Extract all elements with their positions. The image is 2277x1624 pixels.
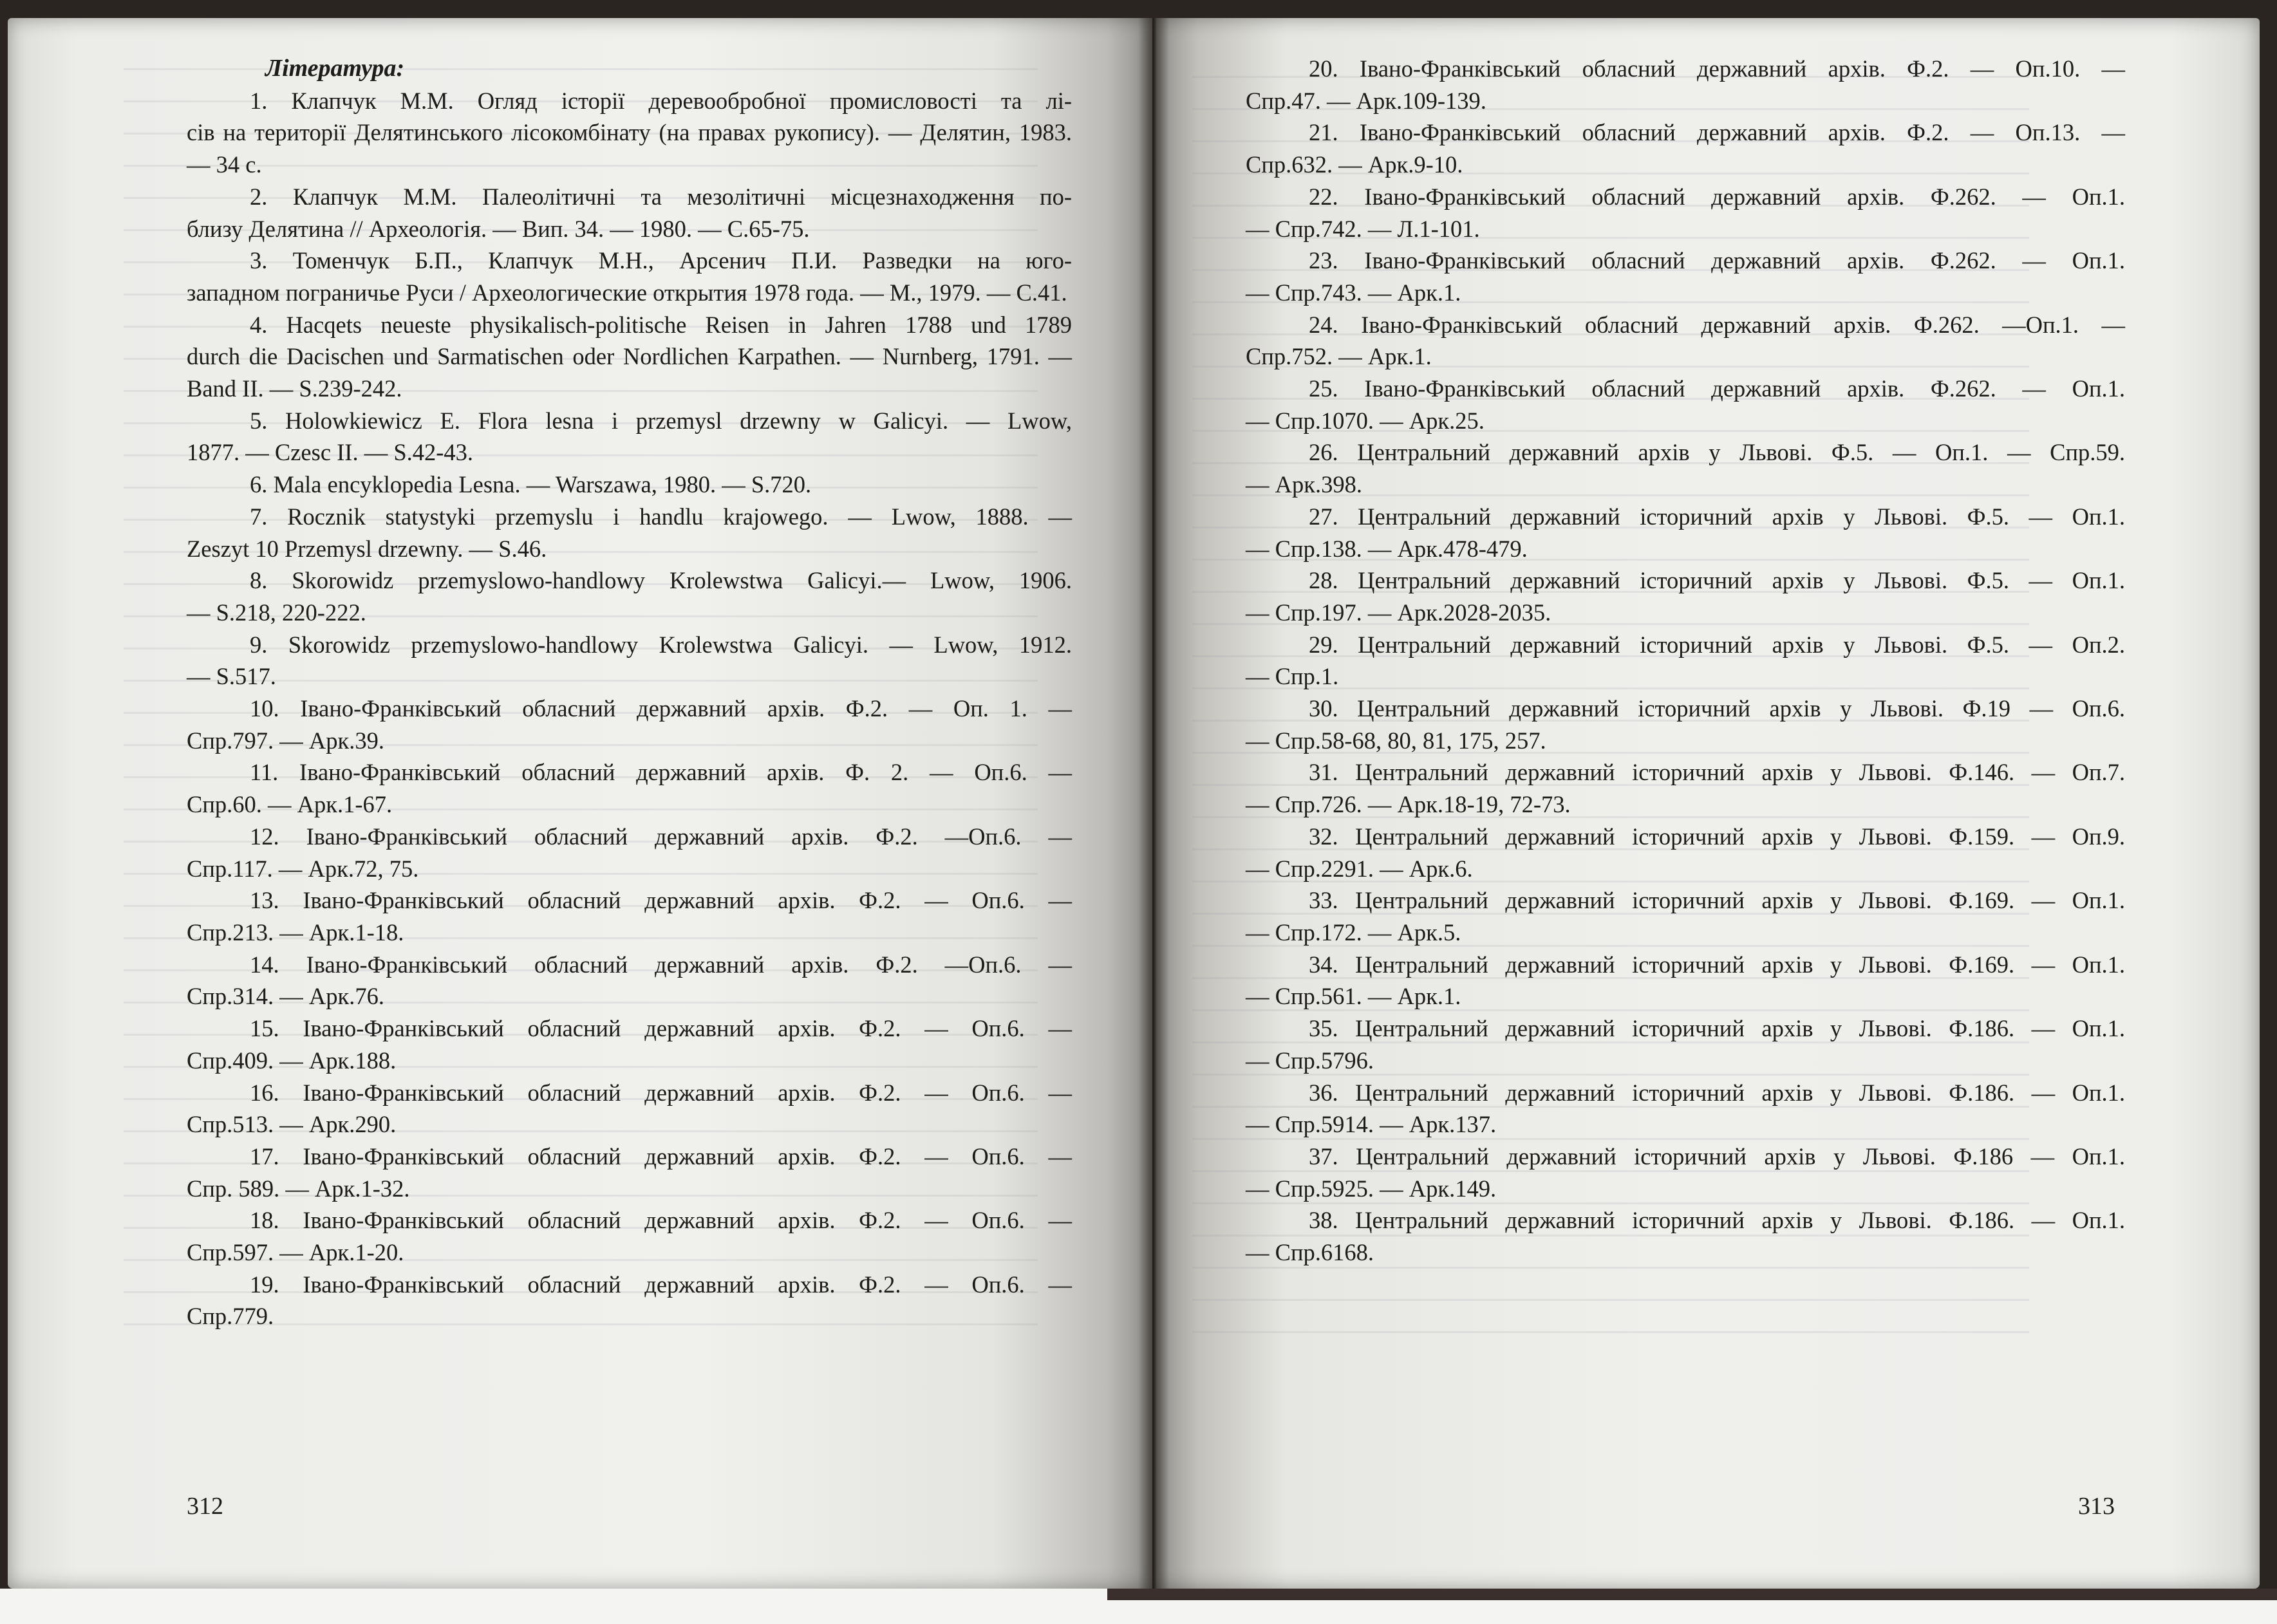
reference-first-line: 24. Івано-Франківський обласний державний архів. Ф.262. —Оп.1. — <box>1309 311 2125 338</box>
reference-entry <box>1246 565 2125 628</box>
reference-continuation: Спр.632. — Арк.9-10. <box>1246 151 1463 178</box>
reference-entry <box>1246 117 2125 180</box>
reference-first-line: 37. Центральний державний історичний архів у Львові. Ф.186 — Оп.1. <box>1309 1143 2125 1170</box>
reference-continuation: — Спр.726. — Арк.18-19, 72-73. <box>1246 791 1571 818</box>
reference-first-line: 9. Skorowidz przemyslowo-handlowy Krolewstwa Galicyi. — Lwow, 1912. <box>250 631 1072 658</box>
reference-first-line: 5. Holowkiewicz E. Flora lesna i przemysl drzewny w Galicyi. — Lwow, <box>250 407 1072 434</box>
reference-first-line: 34. Центральний державний історичний архів у Львові. Ф.169. — Оп.1. <box>1309 951 2125 978</box>
reference-continuation: — Спр.742. — Л.1-101. <box>1246 215 1480 242</box>
reference-entry <box>1246 821 2125 884</box>
reference-first-line: 12. Івано-Франківський обласний державний архів. Ф.2. —Оп.6. — <box>250 823 1072 850</box>
reference-first-line: 36. Центральний державний історичний архів у Львові. Ф.186. — Оп.1. <box>1309 1079 2125 1106</box>
reference-entry <box>187 309 1072 405</box>
reference-entry <box>187 405 1072 469</box>
reference-continuation: — S.218, 220-222. <box>187 599 366 626</box>
reference-continuation: Спр.47. — Арк.109-139. <box>1246 87 1486 114</box>
reference-first-line: 30. Центральний державний історичний архів у Львові. Ф.19 — Оп.6. <box>1309 695 2125 722</box>
reference-entry <box>187 1077 1072 1141</box>
reference-first-line: 18. Івано-Франківський обласний державний архів. Ф.2. — Оп.6. — <box>250 1207 1072 1234</box>
reference-entry <box>1246 756 2125 820</box>
reference-entry <box>187 1204 1072 1268</box>
show-through-line <box>1192 1331 2029 1333</box>
reference-first-line: 20. Івано-Франківський обласний державний архів. Ф.2. — Оп.10. — <box>1309 55 2125 82</box>
show-through-line <box>1192 1299 2029 1301</box>
reference-continuation: durch die Dacischen und Sarmatischen oder Nordlichen Karpathen. — Nurnberg, 1791. — Band II. — S.239-242. <box>187 343 1072 402</box>
reference-entry <box>1246 309 2125 373</box>
reference-entry <box>187 501 1072 565</box>
reference-entry <box>187 693 1072 756</box>
reference-continuation: 1877. — Czesc II. — S.42-43. <box>187 439 474 466</box>
reference-continuation: Спр.60. — Арк.1-67. <box>187 791 393 818</box>
reference-entry <box>1246 629 2125 693</box>
reference-entry <box>187 1013 1072 1076</box>
reference-entry <box>187 245 1072 308</box>
reference-continuation: Спр.409. — Арк.188. <box>187 1047 397 1074</box>
reference-first-line: 8. Skorowidz przemyslowo-handlowy Krolewstwa Galicyi.— Lwow, 1906. <box>250 567 1072 594</box>
scan-background <box>0 1589 2277 1624</box>
reference-first-line: 6. Mala encyklopedia Lesna. — Warszawa, 1980. — S.720. <box>250 471 812 498</box>
reference-first-line: 28. Центральний державний історичний архів у Львові. Ф.5. — Оп.1. <box>1309 567 2125 594</box>
reference-continuation: Спр.314. — Арк.76. <box>187 983 384 1010</box>
reference-first-line: 7. Rocznik statystyki przemyslu i handlu krajowego. — Lwow, 1888. — <box>250 503 1072 530</box>
reference-entry <box>1246 436 2125 500</box>
reference-first-line: 17. Івано-Франківський обласний державний архів. Ф.2. — Оп.6. — <box>250 1143 1072 1170</box>
reference-first-line: 3. Томенчук Б.П., Клапчук М.Н., Арсенич П.И. Разведки на юго- <box>250 247 1072 274</box>
reference-entry <box>187 1141 1072 1204</box>
reference-entry <box>187 181 1072 245</box>
reference-continuation: — Спр.5796. <box>1246 1047 1374 1074</box>
reference-first-line: 4. Hacqets neueste physikalisch-politische Reisen in Jahren 1788 und 1789 <box>250 311 1072 338</box>
reference-entry <box>1246 949 2125 1013</box>
reference-entry <box>187 821 1072 884</box>
reference-continuation: — Спр.6168. <box>1246 1239 1374 1266</box>
reference-first-line: 10. Івано-Франківський обласний державний архів. Ф.2. — Оп. 1. — <box>250 695 1072 722</box>
reference-continuation: западном пограничье Руси / Археологические открытия 1978 года. — М., 1979. — С.41. <box>187 279 1067 306</box>
reference-entry <box>1246 53 2125 117</box>
reference-first-line: 25. Івано-Франківський обласний державний архів. Ф.262. — Оп.1. <box>1309 375 2125 402</box>
reference-first-line: 38. Центральний державний історичний архів у Львові. Ф.186. — Оп.1. <box>1309 1207 2125 1234</box>
reference-first-line: 32. Центральний державний історичний архів у Львові. Ф.159. — Оп.9. <box>1309 823 2125 850</box>
reference-continuation: — Спр.2291. — Арк.6. <box>1246 855 1473 882</box>
left-column <box>187 53 1072 1332</box>
reference-continuation: близу Делятина // Археологія. — Вип. 34. — 1980. — С.65-75. <box>187 215 810 242</box>
reference-first-line: 33. Центральний державний історичний архів у Львові. Ф.169. — Оп.1. <box>1309 887 2125 914</box>
reference-first-line: 29. Центральний державний історичний архів у Львові. Ф.5. — Оп.2. <box>1309 631 2125 658</box>
reference-first-line: 16. Івано-Франківський обласний державний архів. Ф.2. — Оп.6. — <box>250 1079 1072 1106</box>
reference-first-line: 21. Івано-Франківський обласний державний архів. Ф.2. — Оп.13. — <box>1309 119 2125 146</box>
reference-entry <box>1246 501 2125 565</box>
reference-entry <box>1246 1013 2125 1076</box>
reference-continuation: — Спр.5914. — Арк.137. <box>1246 1111 1497 1138</box>
reference-continuation: — Спр.197. — Арк.2028-2035. <box>1246 599 1551 626</box>
page-number-right: 313 <box>2078 1493 2115 1520</box>
reference-continuation: Спр.213. — Арк.1-18. <box>187 919 404 946</box>
reference-entry <box>187 565 1072 628</box>
right-column <box>1246 53 2125 1269</box>
reference-first-line: 11. Івано-Франківський обласний державний архів. Ф. 2. — Оп.6. — <box>250 759 1072 786</box>
reference-entry <box>187 85 1072 181</box>
reference-continuation: Спр.752. — Арк.1. <box>1246 343 1432 370</box>
reference-continuation: — Спр.172. — Арк.5. <box>1246 919 1461 946</box>
reference-list-right <box>1246 53 2125 1269</box>
reference-first-line: 14. Івано-Франківський обласний державний архів. Ф.2. —Оп.6. — <box>250 951 1072 978</box>
reference-continuation: — Спр.1. <box>1246 663 1339 690</box>
reference-entry <box>187 884 1072 948</box>
reference-continuation: Спр.797. — Арк.39. <box>187 727 384 754</box>
reference-first-line: 27. Центральний державний історичний архів у Львові. Ф.5. — Оп.1. <box>1309 503 2125 530</box>
reference-continuation: Спр.597. — Арк.1-20. <box>187 1239 404 1266</box>
reference-entry <box>1246 245 2125 308</box>
reference-entry <box>1246 373 2125 436</box>
reference-continuation: сів на території Делятинського лісокомбінату (на правах рукопису). — Делятин, 1983. — 34 с. <box>187 119 1072 178</box>
reference-first-line: 23. Івано-Франківський обласний державний архів. Ф.262. — Оп.1. <box>1309 247 2125 274</box>
reference-entry <box>1246 884 2125 948</box>
reference-continuation: — Спр.5925. — Арк.149. <box>1246 1175 1497 1202</box>
reference-first-line: 26. Центральний державний архів у Львові. Ф.5. — Оп.1. — Спр.59. <box>1309 439 2125 466</box>
reference-entry <box>1246 1077 2125 1141</box>
reference-entry <box>1246 181 2125 245</box>
reference-list-left <box>187 85 1072 1332</box>
reference-entry <box>1246 1141 2125 1204</box>
reference-first-line: 15. Івано-Франківський обласний державний архів. Ф.2. — Оп.6. — <box>250 1015 1072 1042</box>
reference-continuation: — Спр.561. — Арк.1. <box>1246 983 1461 1010</box>
reference-entry <box>187 469 1072 501</box>
reference-entry <box>187 1269 1072 1332</box>
reference-continuation: Спр.117. — Арк.72, 75. <box>187 855 419 882</box>
book-gutter <box>1138 18 1169 1589</box>
reference-continuation: Спр. 589. — Арк.1-32. <box>187 1175 410 1202</box>
reference-first-line: 13. Івано-Франківський обласний державний архів. Ф.2. — Оп.6. — <box>250 887 1072 914</box>
reference-continuation: — Арк.398. <box>1246 471 1362 498</box>
reference-first-line: 31. Центральний державний історичний архів у Львові. Ф.146. — Оп.7. <box>1309 759 2125 786</box>
reference-entry <box>187 756 1072 820</box>
reference-entry <box>187 629 1072 693</box>
reference-first-line: 2. Клапчук М.М. Палеолітичні та мезолітичні місцезнаходження по- <box>250 183 1072 210</box>
reference-entry <box>187 949 1072 1013</box>
reference-entry <box>1246 1204 2125 1268</box>
page-number-left: 312 <box>187 1493 223 1520</box>
literature-heading: Література: <box>265 55 405 82</box>
reference-continuation: — Спр.58-68, 80, 81, 175, 257. <box>1246 727 1546 754</box>
reference-continuation: Спр.513. — Арк.290. <box>187 1111 397 1138</box>
reference-first-line: 22. Івано-Франківський обласний державний архів. Ф.262. — Оп.1. <box>1309 183 2125 210</box>
reference-first-line: 1. Клапчук М.М. Огляд історії деревообробної промисловості та лі- <box>250 87 1072 114</box>
reference-first-line: 35. Центральний державний історичний архів у Львові. Ф.186. — Оп.1. <box>1309 1015 2125 1042</box>
reference-continuation: Zeszyt 10 Przemysl drzewny. — S.46. <box>187 535 547 562</box>
reference-continuation: Спр.779. <box>187 1303 274 1330</box>
reference-entry <box>1246 693 2125 756</box>
reference-continuation: — S.517. <box>187 663 276 690</box>
reference-continuation: — Спр.138. — Арк.478-479. <box>1246 535 1528 562</box>
reference-continuation: — Спр.1070. — Арк.25. <box>1246 407 1485 434</box>
reference-first-line: 19. Івано-Франківський обласний державний архів. Ф.2. — Оп.6. — <box>250 1271 1072 1298</box>
reference-continuation: — Спр.743. — Арк.1. <box>1246 279 1461 306</box>
